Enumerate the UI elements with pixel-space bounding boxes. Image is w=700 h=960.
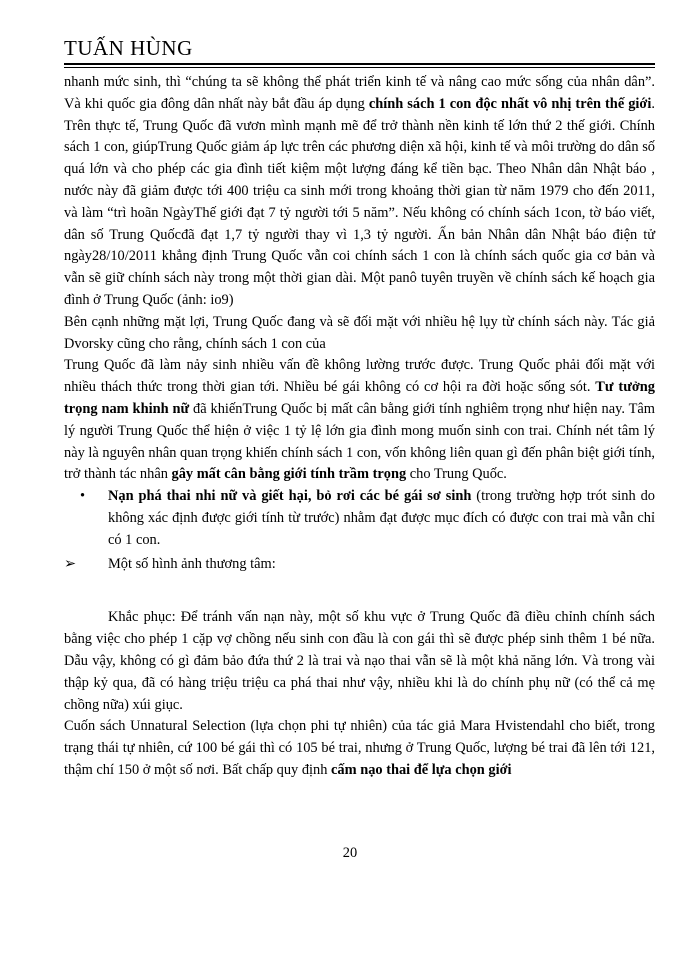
bullet-item-abortion: • Nạn phá thai nhi nữ và giết hại, bỏ rơi các bé gái sơ sinh (trong trường hợp trót sinh do không xác định được giới tính từ trước) nhằm đạt được mục đích có được con trai mà vẫn chỉ có 1 con. (64, 486, 655, 551)
emphasis-son-preference: Tư tưởng trọng nam khinh nữ (64, 379, 656, 417)
header-rule-thin (64, 67, 655, 68)
bullet-item-images: ➢ Một số hình ảnh thương tâm: (64, 554, 655, 576)
document-body (64, 72, 655, 782)
emphasis-abortion-ban: cấm nạo thai để lựa chọn giới (331, 761, 512, 778)
emphasis-gender-imbalance: gây mất cân bằng giới tính trầm trọng (171, 466, 407, 483)
image-placeholder-gap (64, 575, 655, 607)
bullet-dot-icon: • (80, 488, 86, 505)
paragraph-1: nhanh mức sinh, thì “chúng ta sẽ không thể phát triển kinh tế và nâng cao mức sống của nhân dân”. Và khi quốc gia đông dân nhất này bắt đầu áp dụng chính sách 1 con độc nhất vô nhị trên thế giới. Trên thực tế, Trung Quốc đã vươn mình mạnh mẽ để trở thành nền kinh tế lớn thứ 2 thế giới. Chính sách 1 con, giúpTrung Quốc giảm áp lực trên các phương diện xã hội, kinh tế và môi trường do dân số quá lớn và cho phép các gia đình tiết kiệm một lượng đáng kể tiền bạc. Theo Nhân dân Nhật báo , nước này đã giảm được tới 400 triệu ca sinh mới trong khoảng thời gian từ năm 1979 cho đến 2011, và làm “trì hoãn NgàyThế giới đạt 7 tỷ người tới 5 năm”. Nếu không có chính sách 1con, tờ báo viết, dân số Trung Quốcđã đạt 1,7 tỷ người thay vì 1,3 tỷ người. Ấn bản Nhân dân Nhật báo điện tử ngày28/10/2011 khẳng định Trung Quốc vẫn coi chính sách 1 con là chính sách quốc gia cơ bản và vẫn sẽ giữ chính sách này trong một thời gian dài. Một panô tuyên truyền về chính sách kế hoạch gia đình ở Trung Quốc (ảnh: io9) (64, 74, 655, 308)
emphasis-one-child-policy: chính sách 1 con độc nhất vô nhị trên thế giới (368, 95, 652, 112)
paragraph-4: Khắc phục: Để tránh vấn nạn này, một số khu vực ở Trung Quốc đã điều chỉnh chính sách bằng việc cho phép 1 cặp vợ chồng nếu sinh con đầu là con gái thì sẽ được phép sinh thêm 1 bé nữa. Dẫu vậy, không có gì đảm bảo đứa thứ 2 là trai và nạo thai vẫn sẽ là một khả năng lớn. Và trong vài thập kỷ qua, đã có hàng triệu triệu ca phá thai như vậy, nhiều khi là do chính phụ nữ (có thể cả mẹ chồng nữa) xúi giục. (64, 609, 655, 713)
paragraph-5: Cuốn sách Unnatural Selection (lựa chọn phi tự nhiên) của tác giả Mara Hvistendahl cho biết, trong trạng thái tự nhiên, cứ 100 bé gái thì có 105 bé trai, nhưng ở Trung Quốc, lượng bé trai đã lên tới 121, thậm chí 150 ở một số nơi. Bất chấp quy định cấm nạo thai để lựa chọn giới (64, 718, 655, 778)
page-number: 20 (342, 845, 358, 861)
paragraph-3: Trung Quốc đã làm nảy sinh nhiều vấn đề không lường trước được. Trung Quốc phải đối mặt với nhiều thách thức trong thời gian tới. Nhiều bé gái không có cơ hội ra đời hoặc sống sót. Tư tưởng trọng nam khinh nữ đã khiếnTrung Quốc bị mất cân bằng giới tính nghiêm trọng như hiện nay. Tâm lý người Trung Quốc thể hiện ở việc 1 tỷ lệ lớn gia đình mong muốn sinh con trai. Chính nét tâm lý này là nguyên nhân quan trọng khiến chính sách 1 con, vốn không liên quan gì đến phân biệt giới tính, trở thành tác nhân gây mất cân bằng giới tính trầm trọng cho Trung Quốc. (64, 357, 656, 483)
paragraph-2: Bên cạnh những mặt lợi, Trung Quốc đang và sẽ đối mặt với nhiều hệ lụy từ chính sách này. Tác giả Dvorsky cũng cho rằng, chính sách 1 con của (64, 313, 655, 352)
emphasis-female-infanticide: Nạn phá thai nhi nữ và giết hại, bỏ rơi các bé gái sơ sinh (108, 488, 472, 505)
header-rule-thick (64, 63, 655, 65)
arrow-bullet-icon: ➢ (64, 555, 77, 572)
document-header-title: TUẤN HÙNG (64, 36, 193, 60)
